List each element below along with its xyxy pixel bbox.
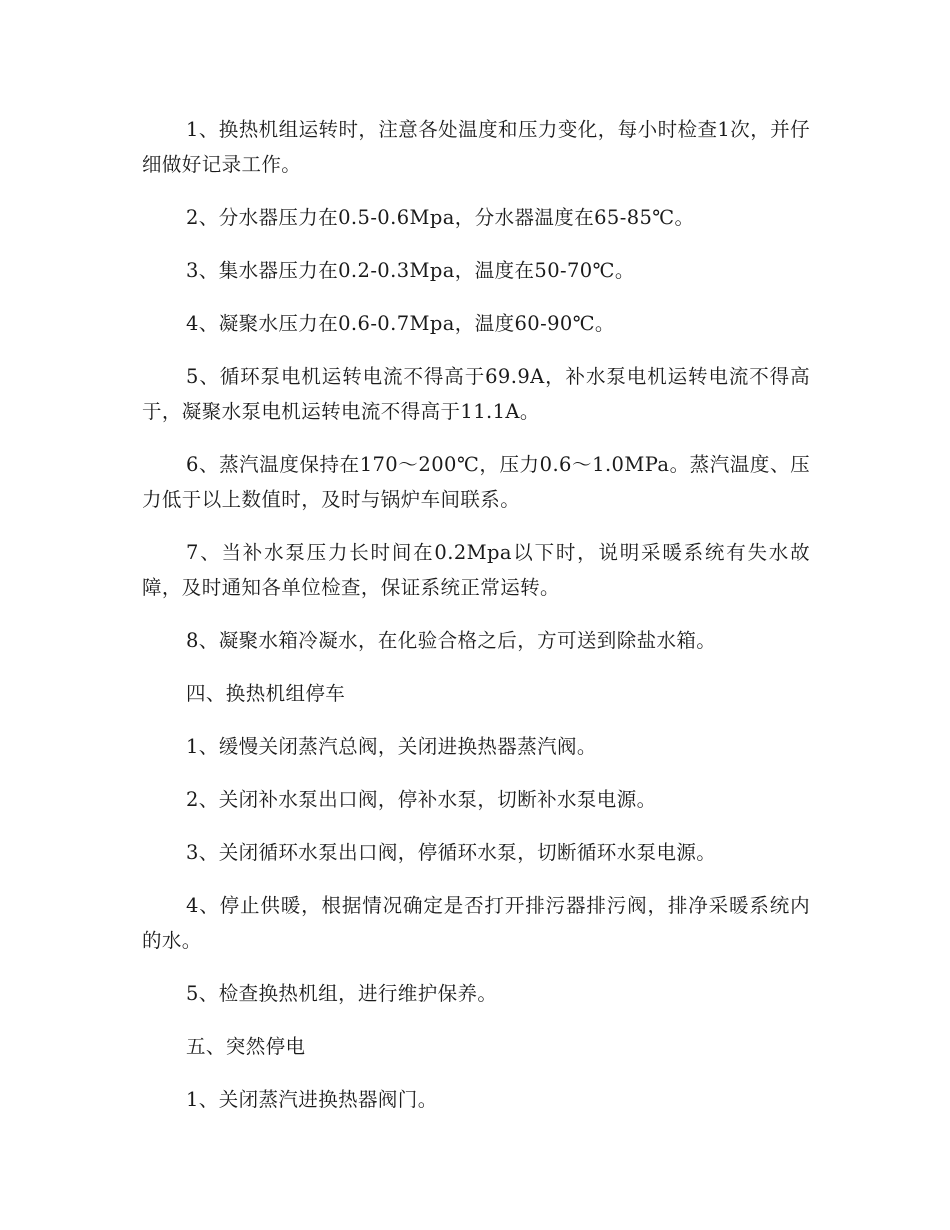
document-body <box>142 112 810 1135</box>
paragraph-pump-current: 5、循环泵电机运转电流不得高于69.9A，补水泵电机运转电流不得高于，凝聚水泵电机运转电流不得高于11.1A。 <box>142 365 810 423</box>
paragraph-condensate-tank: 8、凝聚水箱冷凝水，在化验合格之后，方可送到除盐水箱。 <box>186 629 717 652</box>
paragraph-shutdown-step-3: 3、关闭循环水泵出口阀，停循环水泵，切断循环水泵电源。 <box>186 841 717 864</box>
paragraph-shutdown-step-2: 2、关闭补水泵出口阀，停补水泵，切断补水泵电源。 <box>186 788 657 811</box>
paragraph-power-failure-step-1: 1、关闭蒸汽进换热器阀门。 <box>186 1088 438 1111</box>
paragraph-operation-check: 1、换热机组运转时，注意各处温度和压力变化，每小时检查1次，并仔细做好记录工作。 <box>142 118 810 176</box>
section-heading-power-failure: 五、突然停电 <box>186 1035 306 1058</box>
paragraph-shutdown-step-4: 4、停止供暖，根据情况确定是否打开排污器排污阀，排净采暖系统内的水。 <box>142 894 810 952</box>
section-heading-shutdown: 四、换热机组停车 <box>186 682 346 705</box>
paragraph-water-loss: 7、当补水泵压力长时间在0.2Mpa以下时，说明采暖系统有失水故障，及时通知各单位检查，保证系统正常运转。 <box>142 541 810 599</box>
paragraph-collector-spec: 3、集水器压力在0.2-0.3Mpa，温度在50-70℃。 <box>186 259 635 282</box>
paragraph-condensate-spec: 4、凝聚水压力在0.6-0.7Mpa，温度60-90℃。 <box>186 312 615 335</box>
paragraph-steam-spec: 6、蒸汽温度保持在170～200℃，压力0.6～1.0MPa。蒸汽温度、压力低于以上数值时，及时与锅炉车间联系。 <box>142 453 810 511</box>
paragraph-distributor-spec: 2、分水器压力在0.5-0.6Mpa，分水器温度在65-85℃。 <box>186 206 695 229</box>
paragraph-shutdown-step-1: 1、缓慢关闭蒸汽总阀，关闭进换热器蒸汽阀。 <box>186 735 597 758</box>
paragraph-shutdown-step-5: 5、检查换热机组，进行维护保养。 <box>186 982 498 1005</box>
